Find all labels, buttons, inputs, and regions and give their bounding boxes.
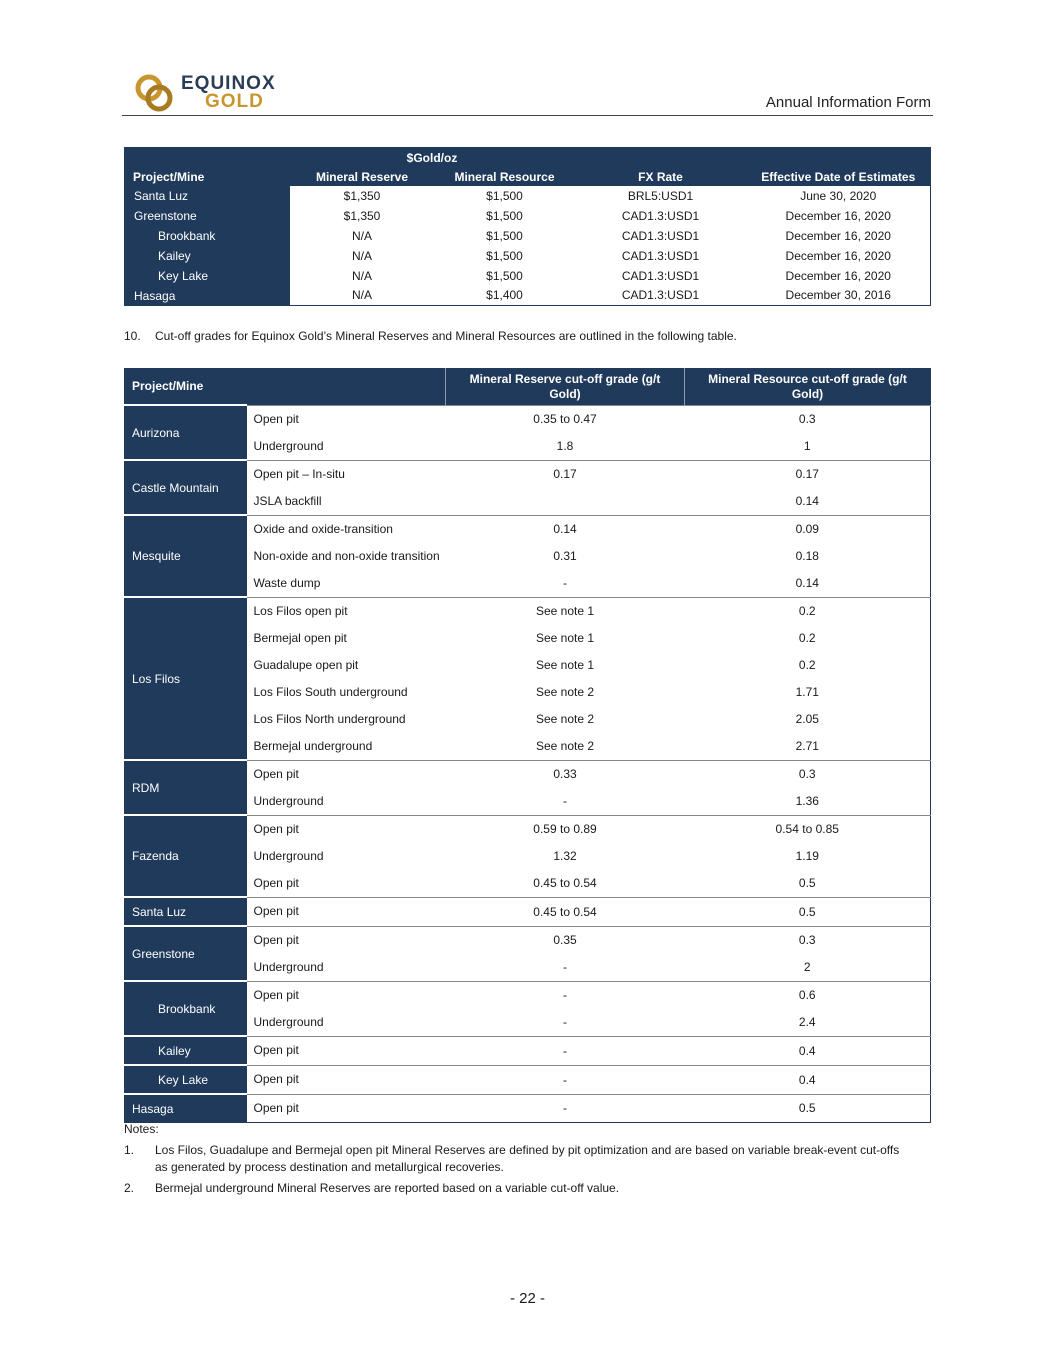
note-number: 1.	[124, 1143, 135, 1157]
resource-cutoff-grade: 0.6	[685, 981, 931, 1009]
resource-cutoff-grade: 2.05	[795, 712, 819, 726]
notes-title: Notes:	[124, 1122, 159, 1136]
reserve-cutoff-grade: 0.59 to 0.89	[446, 815, 685, 843]
mining-method: Waste dump	[253, 575, 321, 590]
table-row	[125, 226, 931, 246]
table-row	[125, 760, 931, 788]
resource-cutoff-grade: 0.54 to 0.85	[685, 815, 931, 843]
table-row	[125, 1036, 931, 1065]
mineral-reserve-price: N/A	[351, 248, 372, 263]
mineral-resource-price: $1,500	[486, 188, 523, 203]
page-number: - 22 -	[509, 1290, 545, 1307]
resource-cutoff-grade: 1	[803, 439, 811, 453]
table-row	[125, 266, 931, 286]
project-name: Hasaga	[125, 286, 290, 306]
effective-date: December 30, 2016	[785, 288, 891, 303]
resource-cutoff-grade: 0.4	[685, 1036, 931, 1065]
table-notes	[124, 1121, 914, 1197]
mining-method: Open pit	[247, 926, 446, 954]
reserve-cutoff-grade: See note 1	[535, 658, 595, 672]
fx-rate: CAD1.3:USD1	[621, 288, 700, 303]
reserve-cutoff-grade: 0.35 to 0.47	[446, 405, 685, 433]
resource-cutoff-grade: 0.18	[795, 549, 819, 563]
resource-cutoff-grade: 0.2	[798, 631, 816, 645]
column-header-resource-cutoff: Mineral Resource cut-off grade (g/t Gold)	[685, 369, 931, 406]
resource-cutoff-grade: 0.5	[685, 1094, 931, 1123]
project-name: RDM	[125, 760, 247, 815]
note-item	[124, 1142, 914, 1176]
reserve-cutoff-grade: 1.8	[556, 439, 574, 453]
project-name: Brookbank	[125, 226, 290, 246]
resource-cutoff-grade: 0.2	[685, 597, 931, 625]
reserve-cutoff-grade: -	[563, 960, 567, 974]
project-name: Castle Mountain	[125, 460, 247, 515]
mining-method: Open pit	[253, 875, 299, 890]
project-name: Hasaga	[125, 1094, 247, 1123]
resource-cutoff-grade: 0.3	[685, 760, 931, 788]
project-name: Fazenda	[125, 815, 247, 897]
reserve-cutoff-grade: 0.35	[446, 926, 685, 954]
mining-method: Open pit	[247, 1036, 446, 1065]
reserve-cutoff-grade: 0.45 to 0.54	[446, 897, 685, 926]
table-row	[125, 981, 931, 1009]
mining-method: Underground	[253, 848, 324, 863]
reserve-cutoff-grade: -	[563, 794, 567, 808]
column-header: Effective Date of Estimates	[747, 167, 931, 186]
effective-date: December 16, 2020	[785, 228, 891, 243]
fx-rate: BRL5:USD1	[627, 188, 694, 203]
mineral-reserve-price: N/A	[351, 268, 372, 283]
document-title: Annual Information Form	[765, 94, 931, 111]
table-row	[125, 405, 931, 433]
project-name: Key Lake	[125, 1065, 247, 1094]
reserve-cutoff-grade: -	[563, 1015, 567, 1029]
resource-cutoff-grade: 0.3	[685, 926, 931, 954]
resource-cutoff-grade: 1.19	[795, 849, 819, 863]
mining-method: Open pit	[247, 1065, 446, 1094]
resource-cutoff-grade: 0.14	[795, 494, 819, 508]
reserve-cutoff-grade: See note 2	[535, 739, 595, 753]
column-header-project: Project/Mine	[125, 369, 446, 406]
mineral-reserve-price: N/A	[351, 228, 372, 243]
equinox-gold-logo	[133, 72, 276, 114]
reserve-cutoff-grade: See note 1	[535, 631, 595, 645]
mining-method: Los Filos open pit	[247, 597, 446, 625]
column-header: Mineral Reserve	[290, 167, 435, 186]
mining-method: Underground	[253, 959, 324, 974]
reserve-cutoff-grade: See note 2	[535, 712, 595, 726]
mining-method: Open pit	[247, 981, 446, 1009]
table-row	[125, 286, 931, 306]
mining-method: Underground	[253, 793, 324, 808]
project-name: Greenstone	[125, 926, 247, 981]
project-name: Kailey	[125, 1036, 247, 1065]
project-name: Aurizona	[125, 405, 247, 460]
mining-method: JSLA backfill	[253, 493, 322, 508]
project-name: Greenstone	[125, 206, 290, 226]
resource-cutoff-grade: 0.5	[685, 897, 931, 926]
reserve-cutoff-grade: -	[446, 1094, 685, 1123]
header-divider	[122, 115, 933, 116]
table-row	[125, 515, 931, 543]
mineral-resource-price: $1,500	[486, 228, 523, 243]
mining-method: Open pit	[247, 897, 446, 926]
mining-method: Bermejal underground	[253, 738, 373, 753]
logo-text-equinox: EQUINOX	[181, 73, 276, 94]
table-row	[125, 897, 931, 926]
resource-cutoff-grade: 2.71	[795, 739, 819, 753]
fx-rate: CAD1.3:USD1	[621, 228, 700, 243]
reserve-cutoff-grade: -	[446, 981, 685, 1009]
mining-method: Open pit	[247, 760, 446, 788]
group-header-gold-per-oz: $Gold/oz	[290, 148, 575, 168]
resource-cutoff-grade: 2.4	[798, 1015, 816, 1029]
reserve-cutoff-grade: 0.17	[446, 460, 685, 488]
effective-date: June 30, 2020	[800, 188, 877, 203]
resource-cutoff-grade: 0.09	[685, 515, 931, 543]
table-row	[125, 246, 931, 266]
mineral-reserve-price: N/A	[351, 288, 372, 303]
resource-cutoff-grade: 0.4	[685, 1065, 931, 1094]
project-name: Los Filos	[125, 597, 247, 760]
mining-method: Underground	[253, 438, 324, 453]
fx-rate: CAD1.3:USD1	[621, 248, 700, 263]
effective-date: December 16, 2020	[785, 248, 891, 263]
mining-method: Open pit	[247, 405, 446, 433]
mining-method: Underground	[253, 1014, 324, 1029]
note-text: Bermejal underground Mineral Reserves are reported based on a variable cut-off value.	[155, 1181, 620, 1195]
fx-rate: CAD1.3:USD1	[621, 208, 700, 223]
reserve-cutoff-grade: See note 2	[535, 685, 595, 699]
mining-method: Bermejal open pit	[253, 630, 347, 645]
note-10	[124, 329, 737, 343]
column-header: Mineral Resource	[435, 167, 575, 186]
effective-date: December 16, 2020	[785, 208, 891, 223]
mineral-resource-price: $1,500	[486, 268, 523, 283]
gold-price-assumptions-table	[124, 147, 931, 306]
table-row	[125, 460, 931, 488]
reserve-cutoff-grade: -	[563, 576, 567, 590]
project-name: Brookbank	[125, 981, 247, 1036]
resource-cutoff-grade: 0.2	[798, 658, 816, 672]
mining-method: Non-oxide and non-oxide transition	[253, 548, 440, 563]
reserve-cutoff-grade: 0.45 to 0.54	[533, 876, 597, 890]
table-row	[125, 206, 931, 226]
table-row	[125, 926, 931, 954]
mining-method: Oxide and oxide-transition	[247, 515, 446, 543]
resource-cutoff-grade: 1.71	[795, 685, 819, 699]
mining-method: Open pit	[247, 1094, 446, 1123]
resource-cutoff-grade: 1.36	[795, 794, 819, 808]
column-header: Project/Mine	[125, 167, 290, 186]
resource-cutoff-grade: 0.3	[685, 405, 931, 433]
reserve-cutoff-grade: 1.32	[553, 849, 577, 863]
mineral-resource-price: $1,500	[486, 208, 523, 223]
table-row	[125, 1065, 931, 1094]
reserve-cutoff-grade: See note 1	[446, 597, 685, 625]
effective-date: December 16, 2020	[785, 268, 891, 283]
fx-rate: CAD1.3:USD1	[621, 268, 700, 283]
mining-method: Guadalupe open pit	[253, 657, 359, 672]
reserve-cutoff-grade: 0.14	[446, 515, 685, 543]
note-item	[124, 1180, 914, 1197]
project-name: Santa Luz	[125, 897, 247, 926]
project-name: Key Lake	[125, 266, 290, 286]
resource-cutoff-grade: 0.5	[798, 876, 816, 890]
table-row	[125, 1094, 931, 1123]
table-row	[125, 597, 931, 625]
note-number: 2.	[124, 1181, 135, 1195]
note-10-text: Cut-off grades for Equinox Gold’s Mineral Reserves and Mineral Resources are outlined in the following table.	[155, 329, 737, 343]
mining-method: Los Filos North underground	[253, 711, 406, 726]
resource-cutoff-grade: 0.14	[795, 576, 819, 590]
reserve-cutoff-grade: -	[446, 1036, 685, 1065]
project-name: Kailey	[125, 246, 290, 266]
project-name: Santa Luz	[125, 186, 290, 206]
resource-cutoff-grade: 0.17	[685, 460, 931, 488]
reserve-cutoff-grade: 0.33	[446, 760, 685, 788]
table-row	[125, 186, 931, 206]
table-row	[125, 815, 931, 843]
cut-off-grades-table	[124, 368, 931, 1123]
logo-mark-icon	[133, 72, 175, 114]
resource-cutoff-grade: 2	[803, 960, 811, 974]
reserve-cutoff-grade: 0.31	[553, 549, 577, 563]
mining-method: Los Filos South underground	[253, 684, 408, 699]
mineral-reserve-price: $1,350	[343, 188, 381, 203]
reserve-cutoff-grade: -	[446, 1065, 685, 1094]
mineral-resource-price: $1,400	[486, 288, 523, 303]
column-header-reserve-cutoff: Mineral Reserve cut-off grade (g/t Gold)	[446, 369, 685, 406]
note-10-number: 10.	[124, 329, 141, 343]
column-header: FX Rate	[575, 167, 747, 186]
mineral-reserve-price: $1,350	[343, 208, 381, 223]
mineral-resource-price: $1,500	[486, 248, 523, 263]
mining-method: Open pit	[247, 815, 446, 843]
reserve-cutoff-grade	[446, 488, 685, 516]
note-text: Los Filos, Guadalupe and Bermejal open pit Mineral Reserves are defined by pit optimization and are based on variable break-event cut-offs as generated by process destination and metallurgical recoveries.	[155, 1143, 900, 1174]
logo-text-gold: GOLD	[205, 91, 264, 112]
mining-method: Open pit – In-situ	[247, 460, 446, 488]
project-name: Mesquite	[125, 515, 247, 597]
